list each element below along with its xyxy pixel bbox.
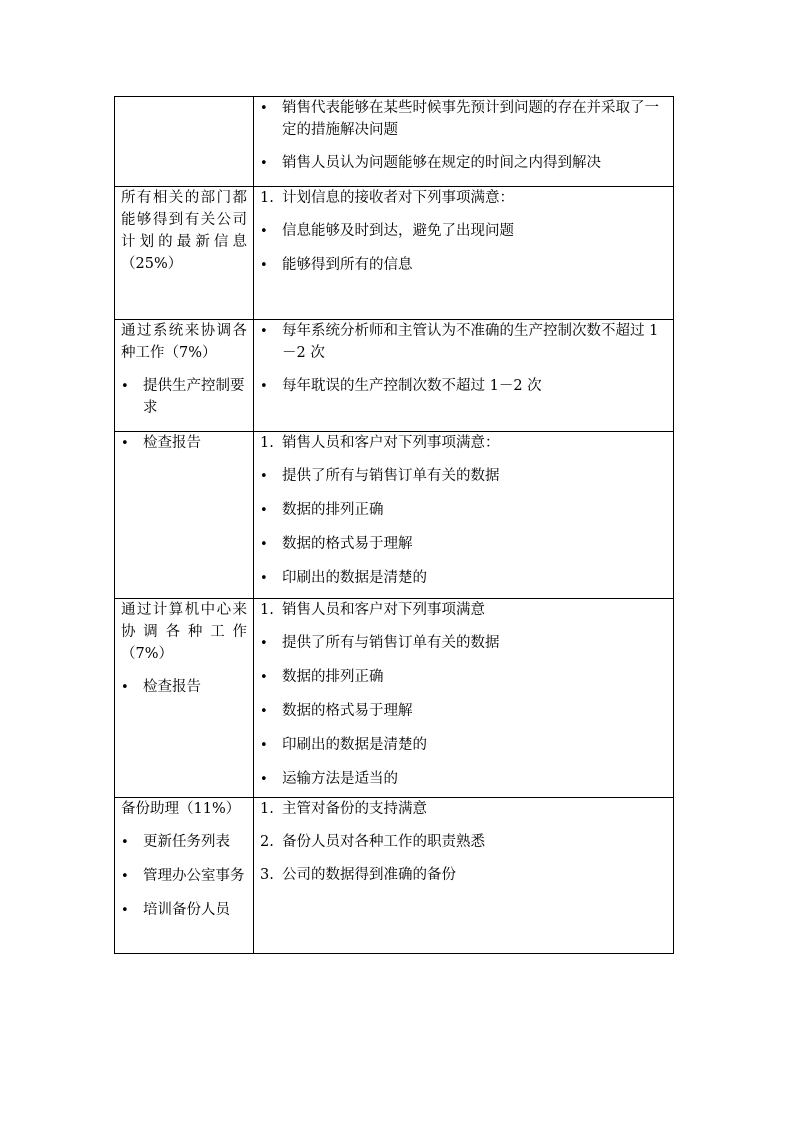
standard-cell (254, 320, 674, 432)
bullet-icon (260, 375, 282, 398)
table-row (115, 432, 674, 599)
list-item (121, 676, 247, 699)
list-item (260, 320, 667, 364)
list-item (260, 533, 667, 556)
bullet-icon (121, 865, 143, 888)
bullet-icon (121, 831, 143, 854)
list-item (121, 899, 247, 922)
bullet-icon (260, 254, 282, 277)
bullet-icon (260, 220, 282, 243)
list-item-text: 检查报告 (143, 679, 201, 695)
list-number: 1. (260, 190, 274, 206)
bullet-icon (260, 768, 282, 791)
table-row (115, 97, 674, 187)
list-item-text: 销售人员和客户对下列事项满意 (282, 602, 485, 618)
criteria-cell (115, 432, 254, 599)
standard-cell (254, 599, 674, 798)
list-number: 3. (260, 867, 274, 883)
objectives-table (114, 96, 674, 954)
table-row (115, 187, 674, 320)
list-item (121, 432, 247, 455)
list-item (260, 768, 667, 791)
list-item (260, 465, 667, 488)
list-item (260, 666, 667, 689)
list-item-text: 数据的排列正确 (282, 669, 384, 685)
criteria-text: 所有相关的部门都能够得到有关公司计划的最新信息（25%） (121, 190, 247, 272)
criteria-cell (115, 599, 254, 798)
list-item (121, 865, 247, 888)
bullet-icon (260, 632, 282, 655)
list-number: 1. (260, 801, 274, 817)
table-row (115, 320, 674, 432)
criteria-text: 备份助理（11%） (121, 801, 241, 817)
list-item (121, 831, 247, 854)
bullet-icon (260, 465, 282, 488)
list-item (260, 432, 667, 454)
list-item (260, 220, 667, 243)
list-item-text: 每年耽误的生产控制次数不超过 1－2 次 (282, 378, 542, 394)
bullet-icon (260, 734, 282, 757)
bullet-icon (260, 152, 282, 175)
list-number: 1. (260, 602, 274, 618)
list-item-text: 每年系统分析师和主管认为不准确的生产控制次数不超过 1－2 次 (282, 323, 659, 361)
table-row (115, 599, 674, 798)
list-item (260, 864, 667, 886)
criteria-cell (115, 320, 254, 432)
criteria-cell (115, 798, 254, 954)
list-item (260, 632, 667, 655)
list-item (260, 798, 667, 820)
list-item-text: 数据的格式易于理解 (282, 703, 413, 719)
list-number: 1. (260, 435, 274, 451)
list-item-text: 数据的格式易于理解 (282, 536, 413, 552)
list-item-text: 能够得到所有的信息 (282, 257, 413, 273)
list-item (260, 831, 667, 853)
list-item (260, 734, 667, 757)
standard-cell (254, 432, 674, 599)
list-item-text: 备份人员对各种工作的职责熟悉 (282, 834, 485, 850)
list-item (260, 254, 667, 277)
bullet-icon (260, 666, 282, 689)
list-item (260, 97, 667, 141)
bullet-icon (260, 533, 282, 556)
list-item-text: 管理办公室事务 (143, 868, 245, 884)
table-body (115, 97, 674, 954)
list-item (260, 152, 667, 175)
list-item-text: 提供了所有与销售订单有关的数据 (282, 468, 500, 484)
bullet-icon (121, 676, 143, 699)
list-number: 2. (260, 834, 274, 850)
list-item-text: 提供了所有与销售订单有关的数据 (282, 635, 500, 651)
bullet-icon (260, 567, 282, 590)
criteria-cell (115, 187, 254, 320)
list-item-text: 提供生产控制要求 (143, 378, 245, 416)
bullet-icon (260, 320, 282, 343)
standard-cell (254, 798, 674, 954)
list-item (260, 187, 667, 209)
list-item-text: 公司的数据得到准确的备份 (282, 867, 456, 883)
list-item-text: 运输方法是适当的 (282, 771, 398, 787)
criteria-text: 通过系统来协调各种工作（7%） (121, 323, 247, 361)
bullet-icon (260, 700, 282, 723)
list-item (121, 375, 247, 419)
list-item-text: 印刷出的数据是清楚的 (282, 570, 427, 586)
list-item (260, 567, 667, 590)
bullet-icon (260, 97, 282, 120)
list-item-text: 销售代表能够在某些时候事先预计到问题的存在并采取了一定的措施解决问题 (282, 100, 659, 138)
list-item-text: 信息能够及时到达，避免了出现问题 (282, 223, 514, 239)
bullet-icon (260, 499, 282, 522)
criteria-text: 通过计算机中心来协调各种工作（7%） (121, 602, 247, 662)
criteria-cell (115, 97, 254, 187)
standard-cell (254, 187, 674, 320)
list-item-text: 检查报告 (143, 435, 201, 451)
list-item-text: 更新任务列表 (143, 834, 230, 850)
table-row (115, 798, 674, 954)
list-item-text: 培训备份人员 (143, 902, 230, 918)
standard-cell (254, 97, 674, 187)
list-item-text: 主管对备份的支持满意 (282, 801, 427, 817)
list-item-text: 销售人员认为问题能够在规定的时间之内得到解决 (282, 155, 601, 171)
list-item (260, 499, 667, 522)
bullet-icon (121, 375, 143, 398)
list-item (260, 599, 667, 621)
list-item-text: 数据的排列正确 (282, 502, 384, 518)
list-item-text: 计划信息的接收者对下列事项满意： (282, 190, 514, 206)
list-item-text: 印刷出的数据是清楚的 (282, 737, 427, 753)
list-item (260, 700, 667, 723)
bullet-icon (121, 432, 143, 455)
list-item (260, 375, 667, 398)
list-item-text: 销售人员和客户对下列事项满意： (282, 435, 500, 451)
bullet-icon (121, 899, 143, 922)
